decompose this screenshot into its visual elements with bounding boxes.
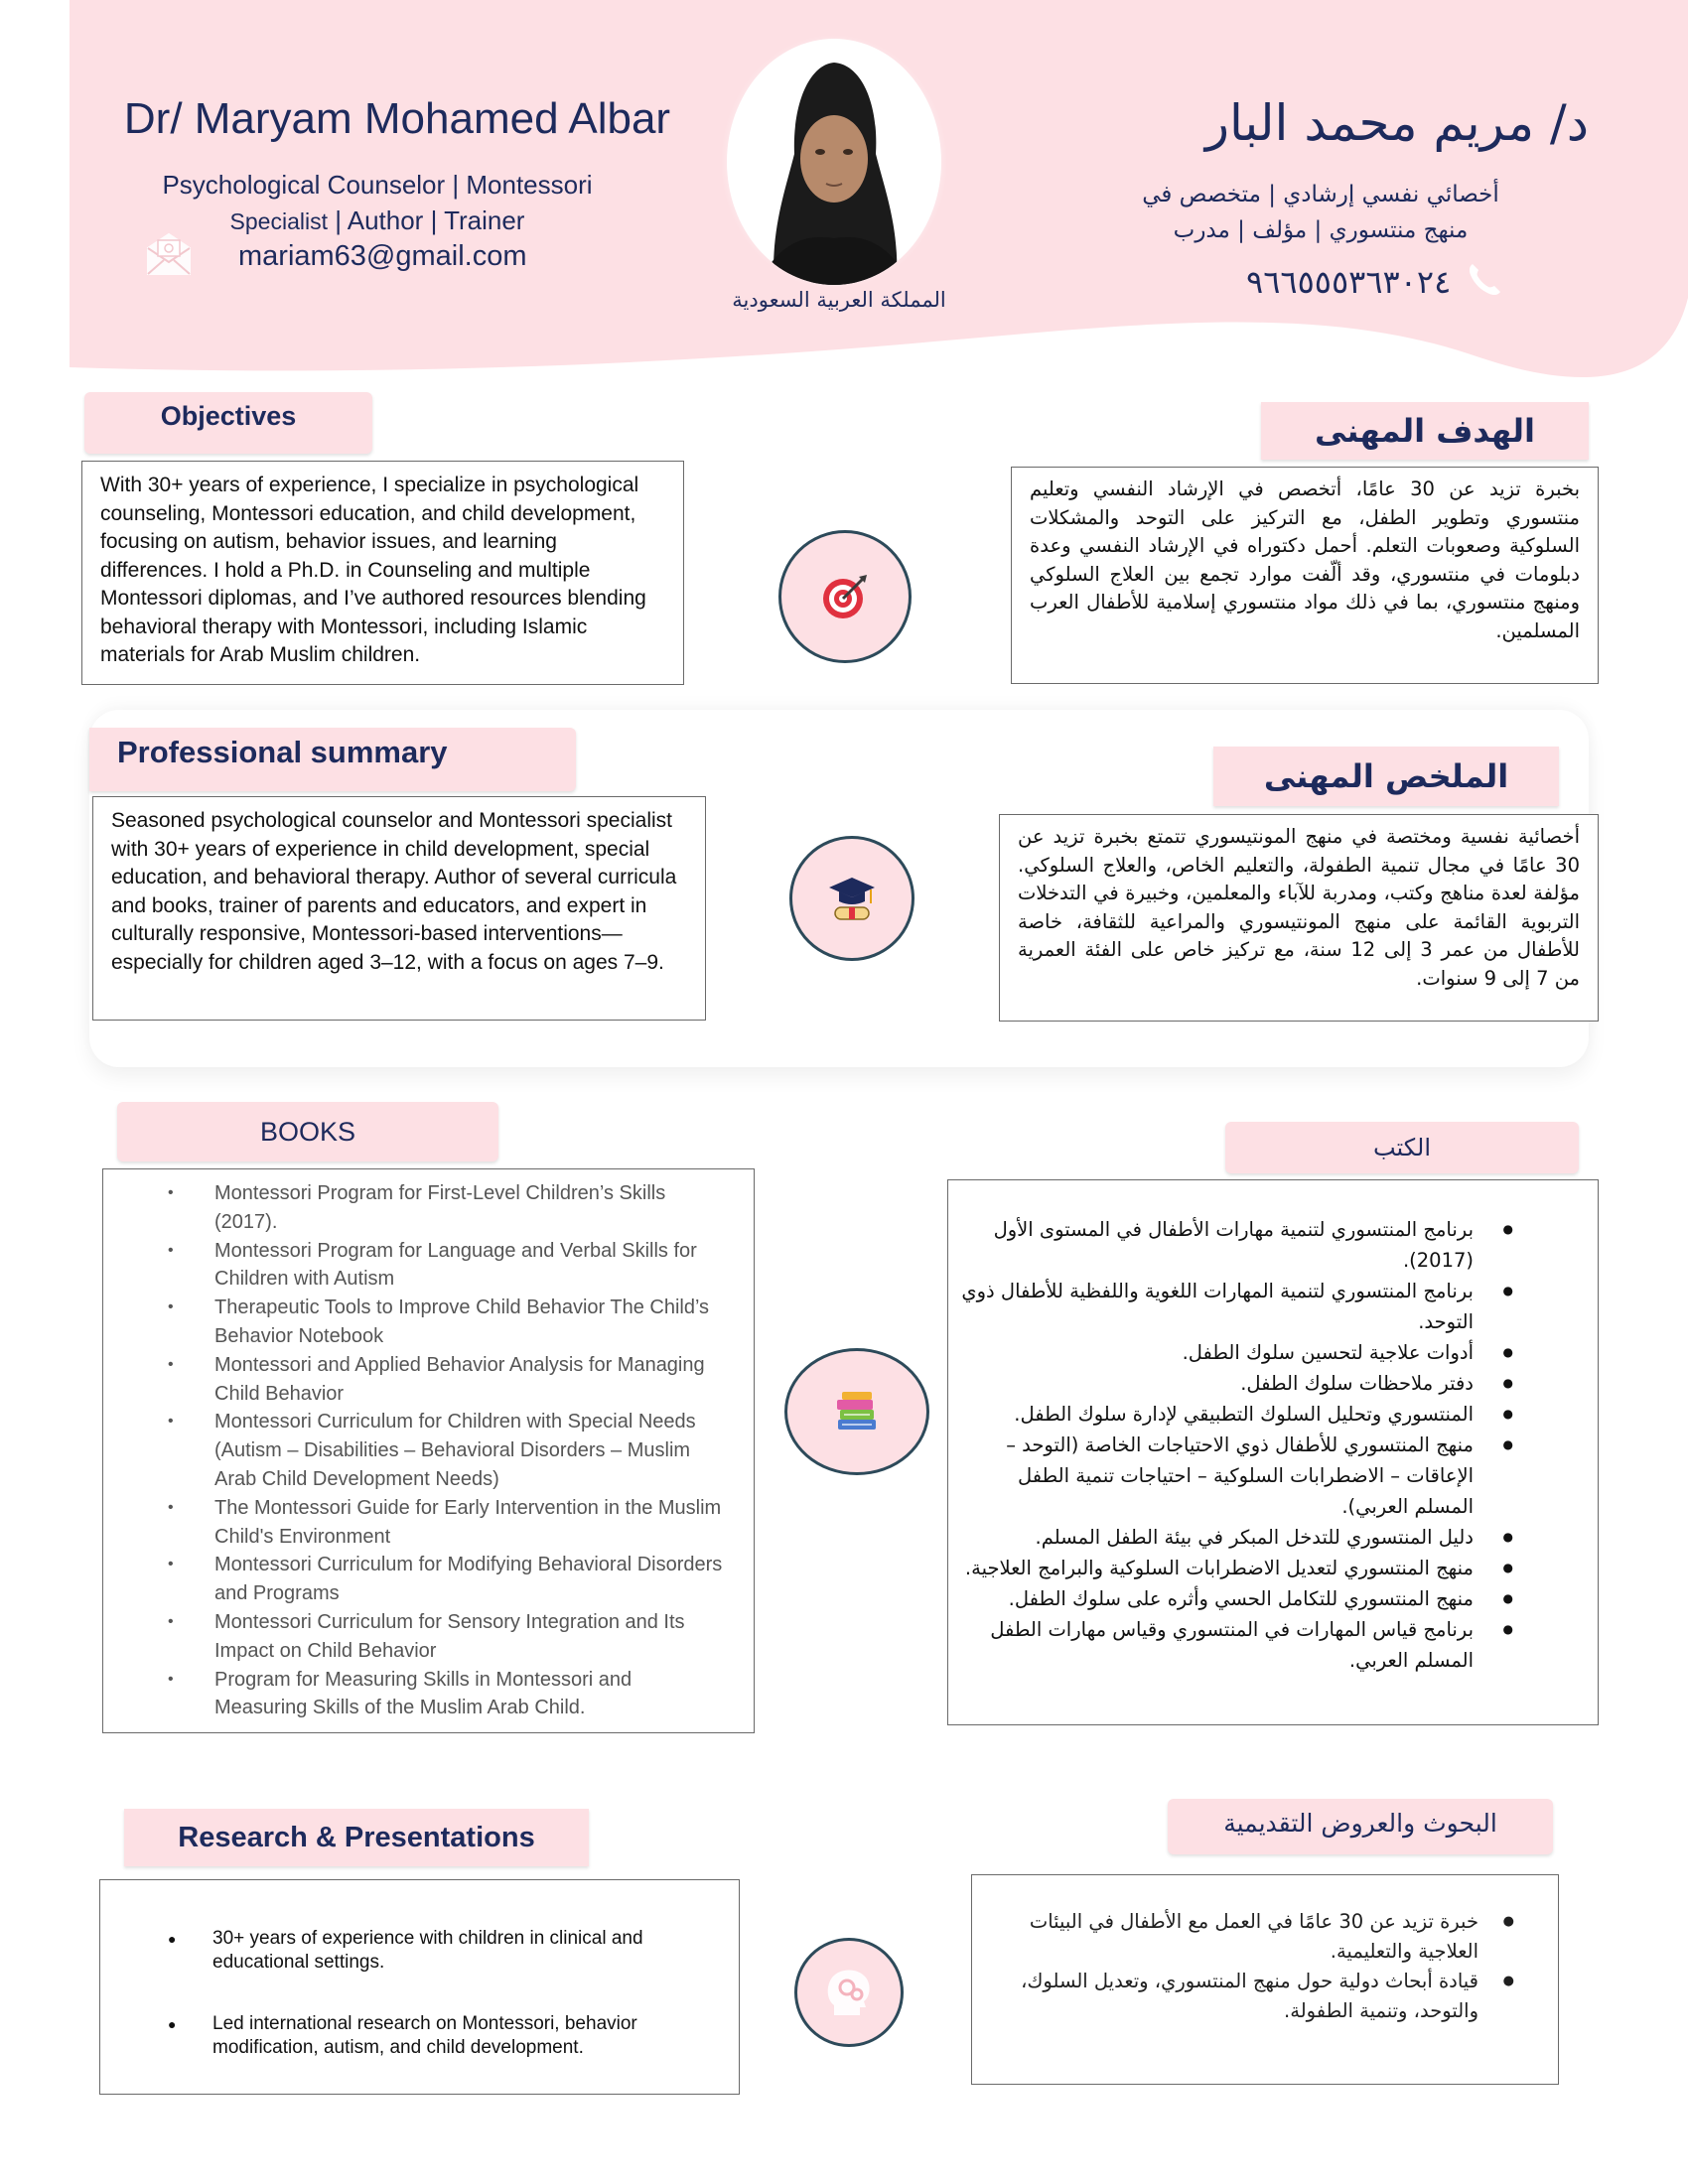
objectives-tag-ar [1261,402,1589,460]
objectives-text-ar: بخبرة تزيد عن 30 عامًا، أتخصص في الإرشاد النفسي وتعليم منتسوري وتطوير الطفل، مع التركيز على التوحد والمشكلات السلوكية وصعوبات التعلم. أحمل دكتوراه في الإرشاد النفسي وعدة دبلومات في منتسوري، وقد ألّفت موارد تجمع بين العلاج السلوكي ومنهج منتسوري، بما في ذلك مواد منتسوري إسلامية للأطفال العرب المسلمين. [1030,478,1580,642]
target-icon [819,571,871,622]
name-english: Dr/ Maryam Mohamed Albar [123,94,671,143]
research-list-ar [992,1907,1478,2026]
research-item-ar: ● خبرة تزيد عن 30 عامًا في العمل مع الأطفال في البيئات العلاجية والتعليمية. [992,1907,1478,1967]
summary-box-en [92,796,706,1021]
research-tag-en [124,1809,589,1866]
summary-title-en: Professional summary [117,735,448,769]
book-item-en: • Montessori Program for Language and Verbal Skills for Children with Autism [214,1237,724,1295]
books-tag-ar [1225,1122,1579,1173]
book-item-ar: ● دفتر ملاحظات سلوك الطفل. [958,1368,1474,1399]
title-english-specialist: Specialist [229,208,328,234]
book-item-ar: ● منهج المنتسوري للتكامل الحسي وأثره على سلوك الطفل. [958,1583,1474,1614]
book-item-en: • Program for Measuring Skills in Montessori and Measuring Skills of the Muslim Arab Child. [214,1666,724,1723]
book-item-en: • Montessori Program for First-Level Children’s Skills (2017). [214,1179,724,1237]
book-item-en: • Montessori Curriculum for Sensory Integration and Its Impact on Child Behavior [214,1608,724,1666]
book-item-en: • Montessori Curriculum for Children with Special Needs (Autism – Disabilities – Behavioral Disorders – Muslim Arab Child Development Needs) [214,1408,724,1493]
books-list-ar [958,1214,1474,1676]
objectives-icon-circle [778,530,912,663]
books-box-ar [947,1179,1599,1725]
research-title-en: Research & Presentations [178,1822,535,1853]
book-item-ar: ● برنامج قياس المهارات في المنتسوري وقياس مهارات الطفل المسلم العربي. [958,1614,1474,1676]
books-box-en [102,1168,755,1733]
research-item-en: ● 30+ years of experience with children in clinical and educational settings. [212,1927,689,1975]
research-title-ar: البحوث والعروض التقديمية [1223,1809,1497,1838]
objectives-title-en: Objectives [160,401,297,431]
book-item-en: • Therapeutic Tools to Improve Child Behavior The Child’s Behavior Notebook [214,1294,724,1351]
research-tag-ar [1168,1799,1553,1854]
title-english-line2 [129,203,626,239]
research-item-en: ● Led international research on Montessori, behavior modification, autism, and child development. [212,2012,689,2060]
title-english-rest: | Author | Trainer [327,205,525,235]
book-item-ar: ● برنامج المنتسوري لتنمية مهارات الأطفال في المستوى الأول (2017). [958,1214,1474,1276]
head-gears-icon [820,1964,878,2021]
phone-number[interactable]: ٩٦٦٥٥٥٣٦٣٠٢٤ [1246,263,1452,301]
research-list-en [212,1927,689,2060]
objectives-tag-en [84,392,372,454]
research-icon-circle [794,1938,904,2047]
book-item-ar: ● دليل المنتسوري للتدخل المبكر في بيئة الطفل المسلم. [958,1522,1474,1553]
summary-tag-ar [1213,747,1559,806]
title-english-line1: Psychological Counselor | Montessori [162,170,593,200]
phone-icon [1465,260,1504,300]
book-item-ar: ● المنتسوري وتحليل السلوك التطبيقي لإدارة سلوك الطفل. [958,1399,1474,1430]
research-box-ar [971,1874,1559,2085]
summary-icon-circle [789,836,914,961]
research-divider [89,1777,1589,1778]
summary-title-ar: الملخص المهنى [1263,757,1509,795]
title-arabic [1142,177,1499,248]
research-item-ar: ● قيادة أبحاث دولية حول منهج المنتسوري، وتعديل السلوك، والتوحد، وتنمية الطفولة. [992,1967,1478,2026]
book-item-en: • The Montessori Guide for Early Intervention in the Muslim Child's Environment [214,1494,724,1552]
book-item-en: • Montessori and Applied Behavior Analysis for Managing Child Behavior [214,1351,724,1409]
book-item-ar: ● أدوات علاجية لتحسين سلوك الطفل. [958,1337,1474,1368]
book-item-ar: ● برنامج المنتسوري لتنمية المهارات اللغوية واللفظية للأطفال ذوي التوحد. [958,1276,1474,1337]
summary-text-ar: أخصائية نفسية ومختصة في منهج المونتيسوري تتمتع بخبرة تزيد عن 30 عامًا في مجال تنمية الطفولة، والتعليم الخاص، والعلاج السلوكي. مؤلفة لعدة مناهج وكتب، ومدربة للآباء والمعلمين، وخبيرة في التدخلات التربوية القائمة على منهج المونتيسوري والمراعية للثقافة، خاصة للأطفال من عمر 3 إلى 12 سنة، مع تركيز خاص على الفئة العمرية من 7 إلى 9 سنوات. [1018,825,1581,990]
title-arabic-line1: أخصائي نفسي إرشادي | متخصص في [1142,182,1499,207]
objectives-box-ar [1011,467,1599,684]
book-item-ar: ● منهج المنتسوري للأطفال ذوي الاحتياجات الخاصة (التوحد – الإعاقات – الاضطرابات السلوكية – احتياجات تنمية الطفل المسلم العربي). [958,1430,1474,1522]
books-title-en: BOOKS [259,1117,356,1147]
email-link[interactable]: mariam63@gmail.com [238,240,527,272]
name-arabic: د/ مريم محمد البار [1204,94,1589,152]
summary-box-ar [999,814,1599,1022]
title-english [129,167,626,239]
profile-photo [715,35,953,293]
book-item-en: • Montessori Curriculum for Modifying Behavioral Disorders and Programs [214,1551,724,1608]
research-box-en [99,1879,740,2095]
books-list-en [214,1179,724,1722]
books-icon [834,1390,880,1433]
graduation-cap-icon [827,874,877,923]
country: المملكة العربية السعودية [732,288,946,312]
summary-tag-en [89,728,576,791]
books-icon-circle [784,1348,929,1475]
objectives-box-en [81,461,684,685]
objectives-text-en: With 30+ years of experience, I specialize in psychological counseling, Montessori education, and child development, focusing on autism, behavior issues, and learning differences. I hold a Ph.D. in Counseling and multiple Montessori diplomas, and I’ve authored resources blending behavioral therapy with Montessori, including Islamic materials for Arab Muslim children. [100,474,646,666]
objectives-title-ar: الهدف المهنى [1315,412,1535,450]
title-arabic-line2: منهج منتسوري | مؤلف | مدرب [1173,217,1469,243]
summary-text-en: Seasoned psychological counselor and Montessori specialist with 30+ years of experience in child development, special education, and behavioral therapy. Author of several curricula and books, trainer of parents and educators, and expert in culturally responsive, Montessori-based interventions—especially for children aged 3–12, with a focus on ages 7–9. [111,809,677,974]
books-tag-en [117,1102,498,1161]
book-item-ar: ● منهج المنتسوري لتعديل الاضطرابات السلوكية والبرامج العلاجية. [958,1553,1474,1583]
email-icon [144,230,194,278]
books-title-ar: الكتب [1372,1134,1432,1161]
